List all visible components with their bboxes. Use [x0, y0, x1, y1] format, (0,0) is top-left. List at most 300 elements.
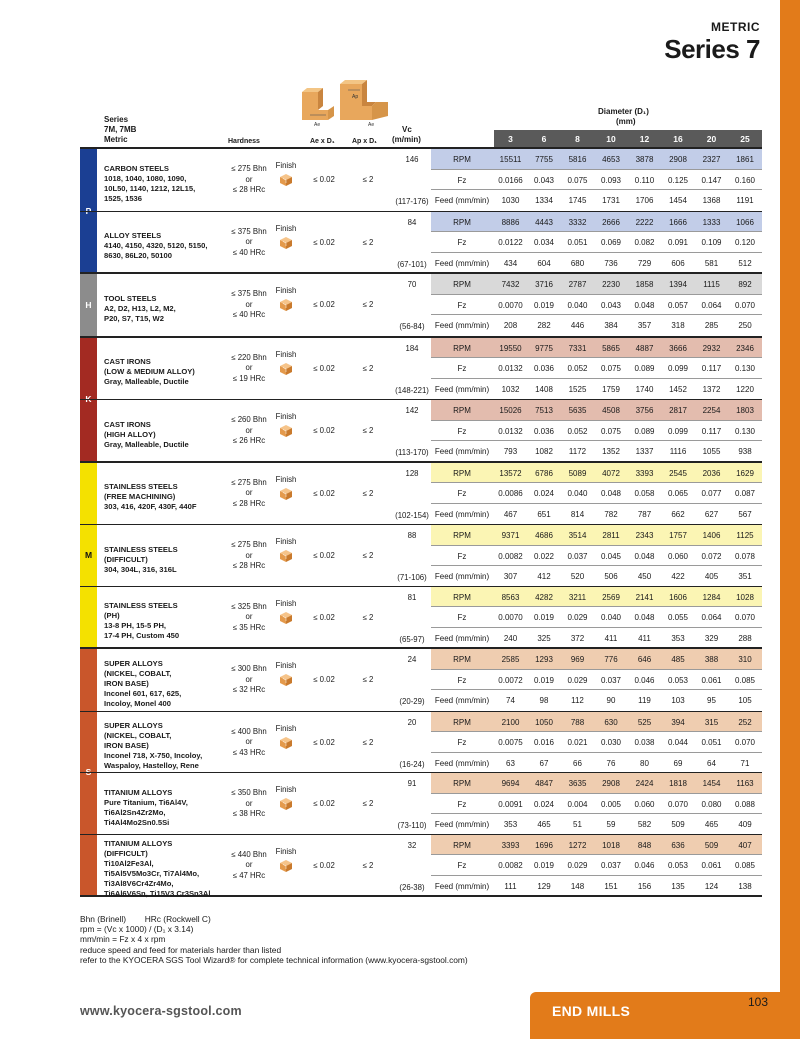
- rpm-value: 394: [671, 717, 685, 727]
- rpm-value: 485: [671, 655, 685, 664]
- section-label: END MILLS: [552, 1003, 631, 1019]
- hardness-cell: [228, 227, 270, 259]
- rpm-value: 3393: [635, 468, 654, 478]
- fz-value: 0.117: [701, 426, 722, 436]
- vc-range: (148-221): [395, 385, 429, 395]
- ap-value: ≤ 2: [362, 300, 374, 309]
- hardness-value: ≤ 375 Bhn: [231, 289, 267, 298]
- rpm-value: 7432: [501, 280, 520, 289]
- hardness-value: or: [245, 237, 253, 246]
- material-row: [80, 463, 762, 525]
- material-grade: Inconel 601, 617, 625,: [104, 688, 182, 698]
- hardness-cell: [228, 289, 270, 321]
- row-label-fz: Fz: [457, 613, 467, 622]
- fz-value: 0.019: [533, 300, 555, 310]
- fz-value: 0.130: [734, 364, 756, 373]
- feed-value: 240: [503, 633, 518, 643]
- hardness-value: or: [245, 174, 253, 184]
- rpm-value: 2569: [602, 592, 620, 602]
- row-rpm: [431, 463, 762, 484]
- row-label-fz: Fz: [457, 364, 467, 373]
- row-rpm: [431, 149, 762, 170]
- material-row: [80, 524, 762, 586]
- diameter-col-8: 8: [575, 134, 580, 144]
- row-feed: [431, 504, 762, 525]
- finish-icon: [273, 859, 299, 875]
- rpm-value: 1050: [535, 717, 553, 727]
- material-grade: Ti6Al6V6Sn, Ti15V3 Cr3Sn3Al: [104, 889, 211, 899]
- hardness-cell: [228, 664, 270, 696]
- rpm-value: 4508: [602, 406, 620, 415]
- ae-label: Ae: [314, 122, 321, 128]
- feed-value: 1116: [669, 447, 687, 456]
- material-name: [104, 164, 224, 204]
- rpm-value: 2036: [702, 468, 721, 478]
- feed-value: 66: [573, 758, 582, 768]
- hardness-value: ≤ 43 HRc: [232, 747, 266, 757]
- material-title: SUPER ALLOYS: [104, 658, 163, 668]
- fz-value: 0.0091: [498, 799, 523, 809]
- material-name: [104, 294, 224, 324]
- fz-value: 0.044: [667, 738, 689, 747]
- vc-header-1: Vc: [402, 125, 412, 134]
- finish-label: Finish: [275, 723, 297, 733]
- rpm-value: 2585: [501, 655, 520, 664]
- material-row: [80, 399, 762, 461]
- diameter-col-25: 25: [740, 134, 750, 144]
- row-fz: [431, 170, 762, 191]
- ae-value: ≤ 0.02: [313, 175, 335, 184]
- feed-value: 662: [671, 509, 685, 519]
- feed-value: 411: [604, 633, 618, 643]
- row-label-rpm: RPM: [453, 468, 471, 478]
- vc-value: 70: [407, 280, 417, 289]
- rpm-value: 2817: [669, 406, 687, 415]
- feed-value: 124: [704, 881, 719, 891]
- row-fz: [431, 483, 762, 504]
- rpm-value: 848: [637, 840, 652, 850]
- material-title: ALLOY STEELS: [104, 231, 162, 241]
- rpm-value: 1406: [702, 531, 721, 540]
- material-name: [104, 721, 224, 771]
- fz-value: 0.005: [600, 799, 622, 809]
- hardness-cell: [228, 415, 270, 447]
- feed-value: 787: [637, 509, 652, 519]
- material-grade: 4140, 4150, 4320, 5120, 5150,: [104, 241, 208, 251]
- feed-value: 1032: [501, 384, 520, 394]
- hardness-value: or: [245, 737, 253, 746]
- row-label-rpm: RPM: [453, 155, 471, 164]
- footnote-line: reduce speed and feed for materials harder than listed: [80, 944, 282, 955]
- diameter-header-1: Diameter (D₁): [598, 107, 649, 116]
- fz-value: 0.048: [634, 300, 655, 310]
- rpm-value: 3393: [501, 840, 520, 850]
- row-label-rpm: RPM: [453, 531, 471, 540]
- feed-value: 156: [637, 881, 652, 891]
- fz-value: 0.046: [634, 675, 655, 685]
- finish-label: Finish: [275, 846, 297, 856]
- rpm-value: 315: [704, 717, 719, 727]
- vc-range: (20-29): [399, 697, 425, 706]
- finish-cell: [273, 475, 299, 503]
- feed-value: 112: [571, 696, 584, 705]
- finish-cell: [273, 161, 299, 189]
- material-title: CAST IRONS: [104, 357, 151, 367]
- feed-value: 95: [707, 696, 716, 705]
- fz-value: 0.055: [667, 613, 689, 622]
- feed-value: 384: [604, 321, 618, 330]
- row-label-rpm: RPM: [453, 655, 471, 664]
- material-grade: Inconel 718, X-750, Incoloy,: [104, 751, 203, 761]
- material-grade: Ti5Al5V5Mo3Cr, Ti7Al4Mo,: [104, 869, 200, 879]
- material-grade: P20, S7, T15, W2: [104, 313, 164, 323]
- material-grade: 1525, 1536: [104, 193, 143, 203]
- rpm-value: 4653: [602, 155, 620, 164]
- row-feed: [431, 441, 762, 462]
- hardness-value: ≤ 26 HRc: [232, 436, 266, 445]
- row-rpm: [431, 773, 762, 794]
- fz-value: 0.029: [567, 675, 588, 685]
- finish-icon: [273, 736, 299, 752]
- row-label-fz: Fz: [457, 238, 467, 247]
- material-name: [104, 545, 224, 575]
- row-label-feed: Feed (mm/min): [434, 572, 490, 581]
- series-header-3: Metric: [104, 135, 128, 144]
- row-fz: [431, 855, 762, 876]
- finish-cell: [273, 537, 299, 565]
- fz-value: 0.130: [734, 426, 756, 436]
- material-row: [80, 338, 762, 400]
- hardness-cell: [228, 540, 270, 572]
- hardness-value: or: [245, 612, 253, 621]
- feed-value: 1368: [702, 196, 721, 205]
- row-label-feed: Feed (mm/min): [434, 321, 490, 330]
- fz-value: 0.0082: [498, 861, 523, 870]
- fz-value: 0.052: [567, 426, 588, 436]
- row-rpm: [431, 400, 762, 421]
- fz-value: 0.019: [533, 675, 555, 685]
- fz-value: 0.064: [701, 300, 722, 310]
- row-label-fz: Fz: [457, 675, 467, 685]
- hardness-value: or: [245, 860, 253, 869]
- group-letter: H: [85, 299, 92, 310]
- rpm-value: 4887: [635, 343, 654, 353]
- speeds-feeds-table: [80, 147, 762, 897]
- row-rpm: [431, 712, 762, 733]
- row-label-fz: Fz: [457, 738, 467, 747]
- feed-value: 307: [503, 572, 518, 581]
- feed-value: 450: [637, 572, 652, 581]
- fz-value: 0.160: [734, 175, 756, 185]
- feed-value: 1191: [736, 196, 754, 205]
- row-rpm: [431, 338, 762, 359]
- fz-value: 0.099: [667, 364, 689, 373]
- feed-value: 288: [738, 633, 752, 643]
- finish-cell: [273, 224, 299, 252]
- row-label-fz: Fz: [457, 426, 467, 436]
- ae-value: ≤ 0.02: [313, 737, 335, 747]
- fz-value: 0.016: [533, 738, 555, 747]
- material-grade: Gray, Malleable, Ductile: [104, 439, 189, 449]
- diameter-col-6: 6: [541, 134, 547, 144]
- row-rpm: [431, 274, 762, 295]
- fz-value: 0.040: [567, 300, 588, 310]
- fz-value: 0.0070: [498, 300, 523, 310]
- rpm-value: 892: [738, 280, 752, 289]
- rpm-value: 19550: [499, 343, 522, 353]
- rpm-value: 1757: [669, 531, 687, 540]
- rpm-value: 2424: [635, 779, 654, 788]
- feed-value: 627: [704, 509, 719, 519]
- group-letter: M: [84, 549, 93, 560]
- material-grade: (PH): [104, 611, 120, 621]
- rpm-value: 2222: [635, 217, 654, 227]
- material-title: STAINLESS STEELS: [104, 544, 178, 554]
- finish-label: Finish: [275, 161, 297, 170]
- rpm-value: 1333: [702, 217, 721, 227]
- rpm-value: 4282: [535, 592, 553, 602]
- finish-cell: [273, 847, 299, 875]
- rpm-value: 3332: [568, 217, 587, 227]
- hardness-value: ≤ 400 Bhn: [231, 726, 267, 736]
- fz-value: 0.0075: [498, 738, 523, 747]
- row-label-feed: Feed (mm/min): [434, 196, 490, 205]
- finish-label: Finish: [275, 661, 297, 670]
- finish-icon: [273, 424, 299, 440]
- material-grade: (HIGH ALLOY): [104, 429, 156, 439]
- fz-value: 0.036: [533, 364, 555, 373]
- feed-value: 90: [606, 696, 616, 705]
- rpm-value: 1163: [736, 779, 754, 788]
- rpm-value: 4443: [535, 217, 553, 227]
- feed-value: 938: [738, 447, 752, 456]
- row-fz: [431, 732, 762, 753]
- row-label-feed: Feed (mm/min): [434, 881, 490, 891]
- feed-value: 208: [503, 321, 518, 330]
- row-fz: [431, 794, 762, 815]
- row-fz: [431, 607, 762, 628]
- feed-value: 729: [637, 258, 652, 268]
- rpm-value: 3211: [568, 592, 587, 602]
- feed-value: 74: [506, 696, 515, 705]
- feed-value: 353: [503, 820, 518, 829]
- fz-value: 0.036: [533, 426, 555, 436]
- material-grade: (FREE MACHINING): [104, 492, 176, 502]
- row-feed: [431, 566, 762, 587]
- fz-value: 0.0082: [498, 551, 523, 561]
- feed-value: 329: [704, 633, 719, 643]
- hardness-value: ≤ 28 HRc: [232, 498, 266, 508]
- rpm-value: 2346: [736, 343, 754, 353]
- fz-value: 0.082: [634, 238, 655, 247]
- fz-value: 0.053: [667, 675, 689, 685]
- ap-value: ≤ 2: [362, 488, 374, 498]
- row-label-rpm: RPM: [453, 280, 471, 289]
- material-group-M: [80, 461, 762, 648]
- row-feed: [431, 814, 762, 835]
- material-name: [104, 601, 224, 641]
- fz-value: 0.052: [567, 364, 588, 373]
- fz-value: 0.060: [634, 799, 655, 809]
- feed-value: 285: [704, 321, 719, 330]
- row-label-feed: Feed (mm/min): [434, 758, 490, 768]
- rpm-value: 407: [738, 840, 752, 850]
- finish-cell: [273, 785, 299, 813]
- material-grade: (DIFFICULT): [104, 849, 148, 859]
- hardness-cell: [228, 164, 270, 196]
- rpm-value: 5635: [568, 406, 587, 415]
- rpm-value: 1115: [703, 280, 720, 289]
- feed-value: 1745: [568, 196, 587, 205]
- material-name: [104, 357, 224, 387]
- row-label-feed: Feed (mm/min): [434, 820, 490, 829]
- row-feed: [431, 628, 762, 649]
- feed-value: 1352: [602, 447, 620, 456]
- finish-cell: [273, 661, 299, 689]
- vc-range: (56-84): [399, 322, 425, 331]
- ae-value: ≤ 0.02: [313, 860, 335, 870]
- rpm-value: 2141: [635, 592, 654, 602]
- vc-value: 128: [405, 468, 419, 478]
- fz-value: 0.024: [533, 799, 555, 809]
- vc-range: (67-101): [397, 259, 427, 269]
- material-group-S: [80, 647, 762, 897]
- rpm-value: 310: [738, 655, 752, 664]
- rpm-value: 1818: [669, 779, 687, 788]
- footnote-line: mm/min = Fz x 4 x rpm: [80, 934, 166, 945]
- rpm-value: 13572: [499, 468, 522, 478]
- page-number: 103: [748, 995, 769, 1009]
- finish-label: Finish: [275, 785, 297, 794]
- material-grade: Ti6Al2Sn4Zr2Mo,: [104, 807, 166, 817]
- feed-value: 59: [606, 820, 616, 829]
- ae-value: ≤ 0.02: [313, 237, 335, 247]
- feed-value: 1372: [702, 384, 721, 394]
- vc-value: 81: [407, 592, 417, 602]
- rpm-value: 1018: [602, 840, 620, 850]
- feed-value: 409: [738, 820, 752, 829]
- row-label-rpm: RPM: [453, 343, 471, 353]
- ae-value: ≤ 0.02: [313, 612, 335, 622]
- finish-label: Finish: [275, 598, 297, 608]
- fz-value: 0.070: [734, 300, 756, 310]
- fz-value: 0.061: [701, 675, 722, 685]
- row-label-feed: Feed (mm/min): [434, 384, 490, 394]
- diameter-col-12: 12: [639, 134, 650, 144]
- material-group-P: [80, 147, 762, 272]
- vc-range: (73-110): [397, 821, 427, 830]
- hardness-value: or: [245, 674, 253, 684]
- hardness-value: ≤ 300 Bhn: [231, 664, 267, 673]
- fz-value: 0.110: [634, 175, 655, 185]
- row-rpm: [431, 587, 762, 608]
- feed-value: 509: [671, 820, 685, 829]
- feed-value: 604: [537, 258, 551, 268]
- finish-icon: [273, 173, 299, 189]
- material-grade: Ti3Al8V6Cr4Zr4Mo,: [104, 879, 174, 889]
- fz-value: 0.120: [734, 238, 756, 247]
- diameter-col-20: 20: [706, 134, 717, 144]
- feed-value: 680: [570, 258, 585, 268]
- rpm-value: 7513: [535, 406, 553, 415]
- row-label-fz: Fz: [457, 489, 467, 498]
- material-grade: IRON BASE): [104, 741, 149, 751]
- fz-value: 0.024: [533, 489, 555, 498]
- row-label-feed: Feed (mm/min): [434, 633, 490, 643]
- feed-value: 64: [707, 758, 716, 768]
- finish-label: Finish: [275, 286, 297, 295]
- rpm-value: 1394: [669, 280, 687, 289]
- fz-value: 0.060: [667, 551, 689, 561]
- material-title: STAINLESS STEELS: [104, 482, 178, 492]
- finish-cell: [273, 599, 299, 627]
- feed-value: 581: [704, 258, 719, 268]
- ae-value: ≤ 0.02: [313, 426, 335, 435]
- hardness-value: or: [245, 425, 253, 435]
- feed-value: 119: [638, 696, 651, 705]
- series-header-1: Series: [104, 115, 129, 124]
- vc-range: (117-176): [395, 197, 429, 206]
- fz-value: 0.021: [567, 738, 588, 747]
- row-feed: [431, 315, 762, 336]
- rpm-value: 1696: [535, 840, 553, 850]
- material-grade: (NICKEL, COBALT,: [104, 731, 172, 741]
- fz-value: 0.0070: [498, 613, 523, 622]
- fz-value: 0.022: [533, 551, 555, 561]
- material-grade: 17-4 PH, Custom 450: [104, 631, 180, 641]
- material-grade: 13-8 PH, 15-5 PH,: [104, 621, 167, 631]
- fz-value: 0.040: [567, 489, 588, 498]
- hardness-value: ≤ 350 Bhn: [231, 788, 267, 797]
- rpm-value: 4072: [602, 468, 620, 478]
- feed-value: 567: [738, 509, 752, 519]
- row-label-feed: Feed (mm/min): [434, 447, 490, 456]
- feed-value: 1731: [602, 196, 620, 205]
- fz-value: 0.075: [600, 364, 622, 373]
- material-title: SUPER ALLOYS: [104, 721, 163, 731]
- rpm-value: 646: [637, 655, 652, 664]
- feed-value: 80: [640, 758, 649, 768]
- row-rpm: [431, 212, 762, 233]
- rpm-value: 509: [704, 840, 719, 850]
- fz-value: 0.072: [701, 551, 722, 561]
- rpm-value: 2545: [669, 468, 687, 478]
- feed-value: 793: [503, 447, 518, 456]
- fz-value: 0.019: [533, 613, 555, 622]
- feed-value: 325: [537, 633, 551, 643]
- feed-value: 129: [537, 881, 551, 891]
- material-grade: (DIFFICULT): [104, 554, 148, 564]
- fz-value: 0.0072: [498, 675, 523, 685]
- feed-value: 357: [637, 321, 652, 330]
- fz-value: 0.048: [634, 613, 655, 622]
- ap-value: ≤ 2: [362, 675, 374, 684]
- fz-value: 0.058: [634, 489, 655, 498]
- hardness-cell: [228, 727, 270, 759]
- rpm-value: 1861: [736, 155, 754, 164]
- hardness-value: ≤ 260 Bhn: [231, 415, 267, 424]
- material-group-K: [80, 336, 762, 461]
- rpm-value: 3756: [635, 406, 654, 415]
- fz-value: 0.030: [600, 738, 622, 747]
- feed-value: 69: [673, 758, 683, 768]
- feed-value: 135: [671, 881, 685, 891]
- material-grade: 304, 304L, 316, 316L: [104, 564, 177, 574]
- hardness-value: ≤ 275 Bhn: [231, 164, 267, 173]
- feed-value: 1337: [635, 447, 654, 456]
- rpm-value: 788: [570, 717, 585, 727]
- ae-value: ≤ 0.02: [313, 488, 335, 498]
